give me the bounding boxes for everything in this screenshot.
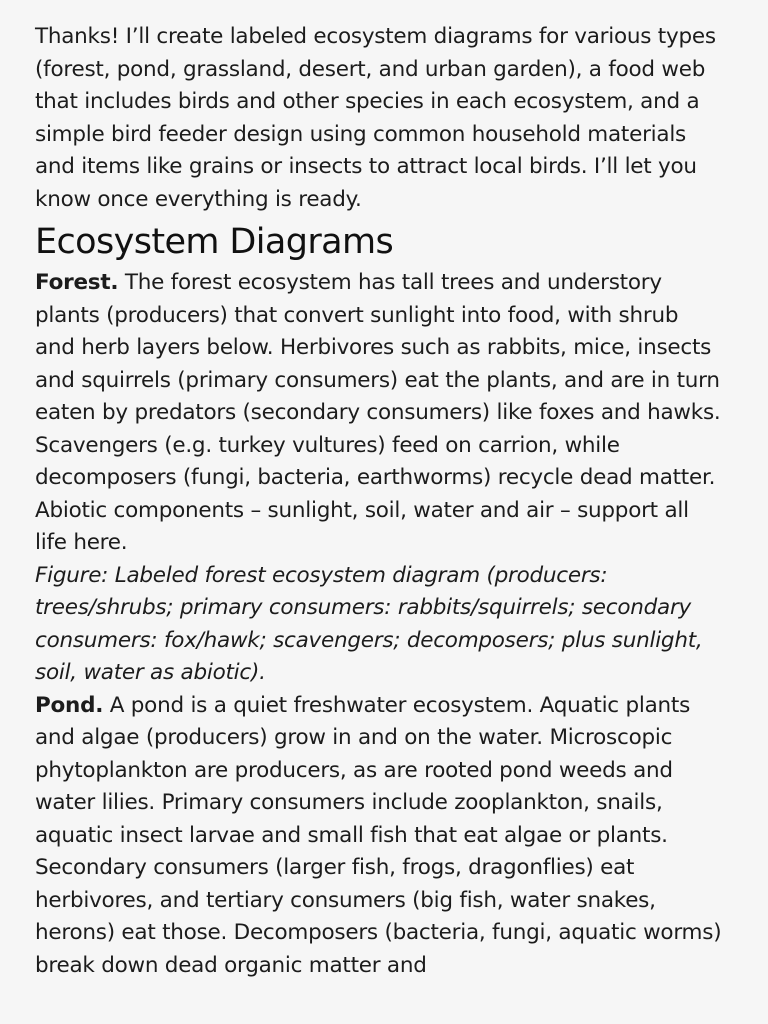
section-heading: Ecosystem Diagrams [35,222,394,262]
pond-body: A pond is a quiet freshwater ecosystem. Aquatic plants and algae (producers) grow in and on the water. Microscopic phytoplankton are producers, as are rooted pond weeds and water lilies. Primary consumers include zooplankton, snails, aquatic insect larvae and small fish that eat algae or plants. Secondary consumers (larger fish, frogs, dragonflies) eat herbivores, and tertiary consumers (big fish, water snakes, herons) eat those. Decomposers (bacteria, fungi, aquatic worms) break down dead organic matter and [35,692,722,978]
forest-body: The forest ecosystem has tall trees and understory plants (producers) that convert sunlight into food, with shrub and herb layers below. Herbivores such as rabbits, mice, insects and squirrels (primary consumers) eat the plants, and are in turn eaten by predators (secondary consumers) like foxes and hawks. Scavengers (e.g. turkey vultures) feed on carrion, while decomposers (fungi, bacteria, earthworms) recycle dead matter. Abiotic components – sunlight, soil, water and air – support all life here. [35,270,721,555]
pond-lead: Pond. [35,692,104,718]
pond-paragraph [35,690,724,983]
intro-paragraph: Thanks! I’ll create labeled ecosystem diagrams for various types (forest, pond, grassland, desert, and urban garden), a food web that includes birds and other species in each ecosystem, and a simple bird feeder design using common household materials and items like grains or insects to attract local birds. I’ll let you know once everything is ready. [35,24,716,212]
forest-lead: Forest. [35,270,119,295]
forest-paragraph [35,267,724,560]
forest-figure-caption: Figure: Labeled forest ecosystem diagram (producers: trees/shrubs; primary consumers: rabbits/squirrels; secondary consumers: fox/hawk; scavengers; decomposers; plus sunlight, soil, water as abiotic). [35,562,703,685]
